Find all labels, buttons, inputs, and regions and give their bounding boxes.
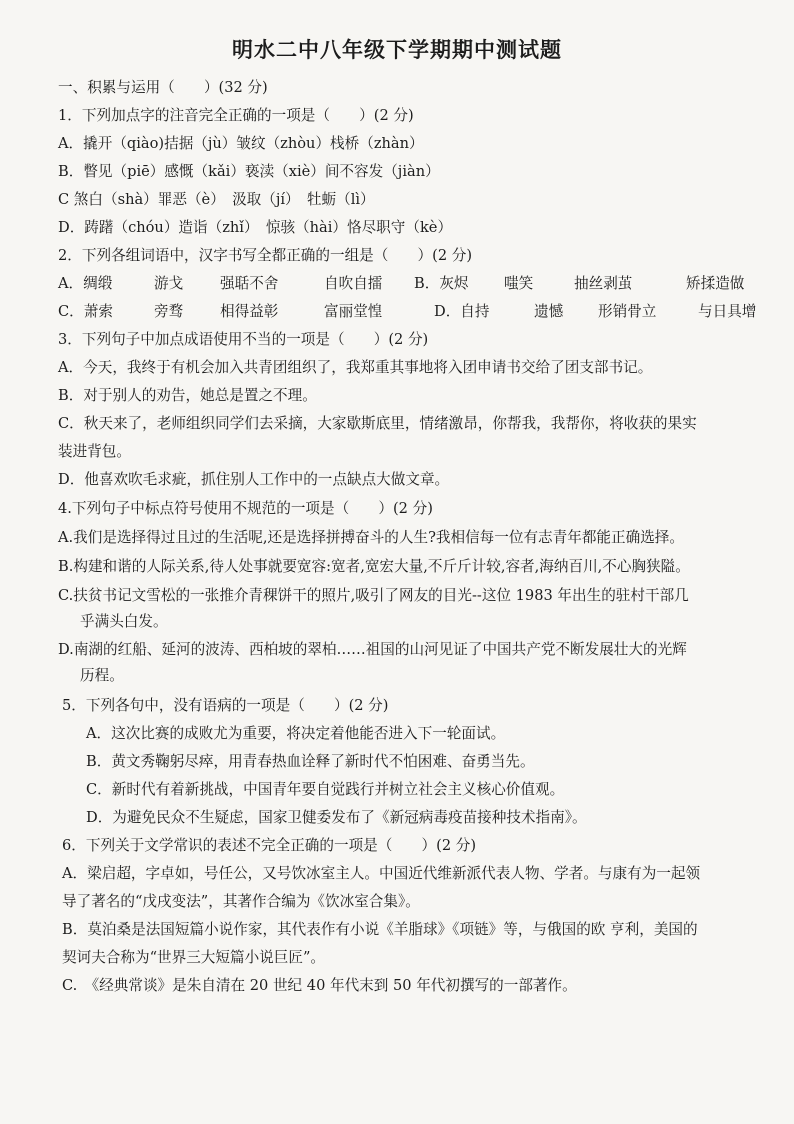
question-1-option-c: C 煞白（shà）罪恶（è） 汲取（jí） 牡蛎（lì） [58, 191, 375, 208]
question-2-word: B．灰烬 [414, 275, 469, 292]
section-heading: 一、积累与运用（ ）(32 分) [58, 79, 268, 96]
question-4-option-b: B.构建和谐的人际关系,待人处事就要宽容:宽者,宽宏大量,不斤斤计较,容者,海纳百川,不心胸狭隘。 [58, 558, 690, 575]
question-1-option-d: D．踌躇（chóu）造诣（zhǐ） 惊骇（hài）恪尽职守（kè） [58, 219, 453, 236]
question-5-option-b: B．黄文秀鞠躬尽瘁，用青春热血诠释了新时代不怕困难、奋勇当先。 [86, 753, 535, 770]
question-4-option-d: D.南湖的红船、延河的波涛、西柏坡的翠柏……祖国的山河见证了中国共产党不断发展壮大的光辉 [58, 641, 687, 658]
question-3-option-d: D．他喜欢吹毛求疵，抓住别人工作中的一点缺点大做文章。 [58, 471, 450, 488]
question-4-option-c: C.扶贫书记文雪松的一张推介青稞饼干的照片,吸引了网友的目光--这位 1983 年出生的驻村干部几 [58, 587, 689, 604]
question-2-word: 矫揉造做 [686, 275, 745, 292]
question-6-option-a: A．梁启超，字卓如，号任公，又号饮冰室主人。中国近代维新派代表人物、学者。与康有为一起领 [62, 865, 701, 882]
question-3-option-a: A．今天，我终于有机会加入共青团组织了，我郑重其事地将入团申请书交给了团支部书记。 [58, 359, 653, 376]
question-2-word: 与日具增 [698, 303, 757, 320]
question-2-word: 嗤笑 [504, 275, 534, 292]
question-5-option-c: C．新时代有着新挑战，中国青年要自觉践行并树立社会主义核心价值观。 [86, 781, 565, 798]
question-3-option-b: B．对于别人的劝告，她总是置之不理。 [58, 387, 317, 404]
question-2-word: 形销骨立 [598, 303, 657, 320]
question-6-option-b: B．莫泊桑是法国短篇小说作家，其代表作有小说《羊脂球》《项链》等，与俄国的欧 亨利，美国的 [62, 921, 698, 938]
question-4-option-c-continued: 乎满头白发。 [80, 613, 168, 630]
question-2-word: 抽丝剥茧 [574, 275, 633, 292]
question-2-options-row-1 [58, 274, 794, 294]
question-1-stem: 1．下列加点字的注音完全正确的一项是（ ）(2 分) [58, 107, 414, 124]
question-6-option-c: C. 《经典常谈》是朱自清在 20 世纪 40 年代末到 50 年代初撰写的一部著作。 [62, 977, 577, 994]
question-5-stem: 5．下列各句中，没有语病的一项是（ ）(2 分) [62, 697, 389, 714]
question-2-word: C．萧索 [58, 303, 113, 320]
question-2-word: 相得益彰 [220, 303, 279, 320]
question-4-option-d-continued: 历程。 [80, 667, 124, 684]
question-2-word: 遗憾 [534, 303, 564, 320]
question-6-option-a-continued: 导了著名的“戊戌变法”，其著作合编为《饮冰室合集》。 [62, 893, 420, 910]
question-2-options-row-2 [58, 302, 794, 322]
question-6-option-b-continued: 契诃夫合称为“世界三大短篇小说巨匠”。 [62, 949, 326, 966]
question-4-stem: 4.下列句子中标点符号使用不规范的一项是（ ）(2 分) [58, 500, 433, 517]
question-3-option-c-continued: 装进背包。 [58, 443, 131, 460]
question-6-stem: 6．下列关于文学常识的表述不完全正确的一项是（ ）(2 分) [62, 837, 477, 854]
question-3-option-c: C．秋天来了，老师组织同学们去采摘，大家歇斯底里，情绪激昂，你帮我，我帮你，将收获的果实 [58, 415, 697, 432]
question-2-word: 富丽堂惶 [324, 303, 383, 320]
question-5-option-a: A．这次比赛的成败尤为重要，将决定着他能否进入下一轮面试。 [86, 725, 506, 742]
question-3-stem: 3．下列句子中加点成语使用不当的一项是（ ）(2 分) [58, 331, 429, 348]
question-2-word: 强聒不舍 [220, 275, 279, 292]
question-2-word: 旁骛 [154, 303, 184, 320]
question-2-word: A．绸缎 [58, 275, 113, 292]
question-4-option-a: A.我们是选择得过且过的生活呢,还是选择拼搏奋斗的人生?我相信每一位有志青年都能正确选择。 [58, 529, 684, 546]
question-1-option-b: B．瞥见（piē）感慨（kǎi）亵渎（xiè）间不容发（jiàn） [58, 163, 440, 180]
question-2-stem: 2．下列各组词语中，汉字书写全都正确的一组是（ ）(2 分) [58, 247, 473, 264]
question-1-option-a: A．撬开（qiào)拮据（jù）皱纹（zhòu）栈桥（zhàn） [58, 135, 424, 152]
question-2-word: 自吹自擂 [324, 275, 383, 292]
question-5-option-d: D．为避免民众不生疑虑，国家卫健委发布了《新冠病毒疫苗接种技术指南》。 [86, 809, 587, 826]
exam-title: 明水二中八年级下学期期中测试题 [232, 37, 562, 62]
question-2-word: D．自持 [434, 303, 490, 320]
question-2-word: 游戈 [154, 275, 184, 292]
